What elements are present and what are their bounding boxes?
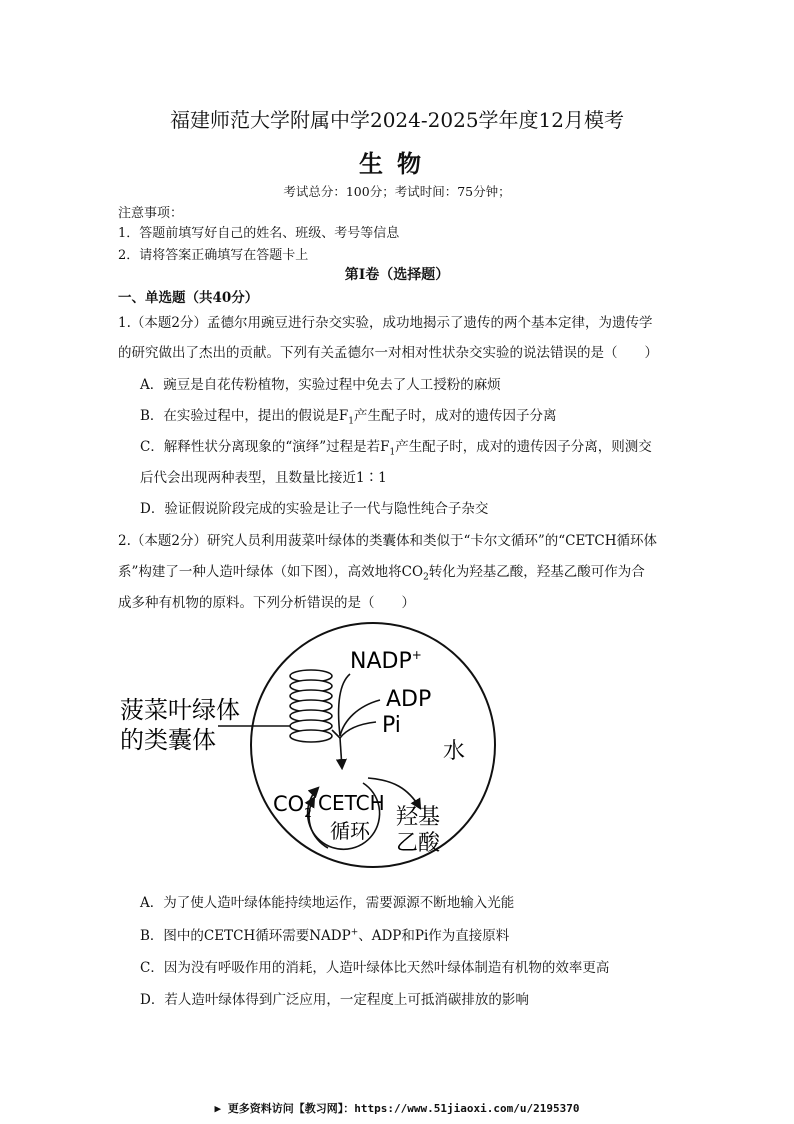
artificial-chloroplast-diagram — [118, 618, 503, 868]
thylakoid-stack-icon — [290, 670, 332, 742]
notice-item-1: 1．答题前填写好自己的姓名、班级、考号等信息 — [118, 226, 400, 241]
q2-option-d: D．若人造叶绿体得到广泛应用，一定程度上可抵消碳排放的影响 — [140, 992, 529, 1008]
part-title: 一、单选题（共40分） — [118, 290, 259, 306]
q1-stem-line2: 的研究做出了杰出的贡献。下列有关孟德尔一对相对性状杂交实验的说法错误的是（ ） — [118, 345, 658, 361]
q2-option-c: C．因为没有呼吸作用的消耗，人造叶绿体比天然叶绿体制造有机物的效率更高 — [140, 960, 610, 976]
q2-stem-line1: 2.（本题2分）研究人员利用菠菜叶绿体的类囊体和类似于“卡尔文循环”的“CETCH循环体 — [118, 533, 657, 549]
cycle-label-line1: CETCH — [318, 791, 385, 815]
product-label-line1: 羟基 — [396, 805, 441, 830]
exam-title: 福建师范大学附属中学2024-2025学年度12月模考 — [169, 108, 624, 132]
adp-label: ADP — [386, 687, 432, 712]
q2-option-a: A．为了使人造叶绿体能持续地运作，需要源源不断地输入光能 — [140, 895, 515, 911]
adp-arrow — [340, 700, 380, 736]
notice-item-2: 2．请将答案正确填写在答题卡上 — [118, 248, 309, 263]
q1-option-d: D．验证假说阶段完成的实验是让子一代与隐性纯合子杂交 — [140, 501, 489, 517]
footer-link[interactable]: ▶ 更多资料访问【教习网】：https://www.51jiaoxi.com/u/2195370 — [214, 1102, 580, 1115]
q1-option-a: A．豌豆是自花传粉植物，实验过程中免去了人工授粉的麻烦 — [140, 377, 501, 393]
cycle-label-line2: 循环 — [330, 819, 370, 843]
q2-option-b: B．图中的CETCH循环需要NADP+、ADP和Pi作为直接原料 — [140, 927, 510, 944]
co2-label: $CO_2$ — [273, 792, 312, 820]
down-arrow — [340, 738, 342, 768]
q1-option-c: C．解释性状分离现象的“演绎”过程是若$F_1$产生配子时，成对的遗传因子分离，则测交 — [140, 439, 652, 458]
pi-label: Pi — [382, 713, 401, 738]
thylakoid-label-line2: 的类囊体 — [120, 726, 216, 754]
nadp-label: NADP+ — [350, 648, 422, 674]
product-label-line2: 乙酸 — [396, 831, 441, 856]
q2-stem-line2: 系”构建了一种人造叶绿体（如下图），高效地将$CO_2$转化为羟基乙酸，羟基乙酸可作为合 — [118, 564, 645, 583]
q1-stem-line1: 1.（本题2分）孟德尔用豌豆进行杂交实验，成功地揭示了遗传的两个基本定律，为遗传学 — [118, 315, 653, 331]
notice-heading: 注意事项： — [118, 206, 184, 221]
section-title: 第Ⅰ卷（选择题） — [344, 267, 450, 283]
subject-title: 生物 — [359, 149, 435, 178]
thylakoid-label-line1: 菠菜叶绿体 — [120, 696, 240, 724]
q1-option-c-line2: 后代会出现两种表型，且数量比接近1∶1 — [140, 470, 387, 486]
q2-stem-line3: 成多种有机物的原料。下列分析错误的是（ ） — [118, 595, 415, 611]
q1-option-b: B．在实验过程中，提出的假说是$F_1$产生配子时，成对的遗传因子分离 — [140, 408, 557, 427]
exam-info: 考试总分：100分；考试时间：75分钟； — [283, 184, 511, 199]
water-label: 水 — [443, 739, 466, 764]
